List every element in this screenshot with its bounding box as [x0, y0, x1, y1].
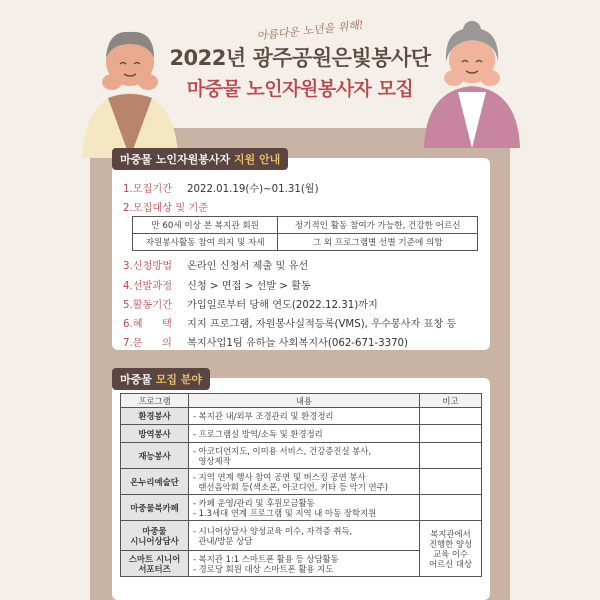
section-label-text: 마중물 노인자원봉사자 — [120, 153, 234, 166]
note-cell: 복지관에서 진행한 양성 교육 이수 어르신 대상 — [420, 521, 482, 577]
info-key: 2.모집대상 및 기준 — [123, 203, 209, 214]
program-cell: 스마트 시니어 서포터즈 — [121, 551, 189, 577]
info-key: 7.문 의 — [123, 338, 172, 349]
recruit-fields-table — [120, 393, 482, 577]
table-row — [121, 443, 482, 469]
info-value: 2022.01.19(수)~01.31(월) — [187, 184, 319, 195]
table-header-row — [121, 394, 482, 408]
table-row — [133, 217, 478, 234]
column-header: 내용 — [189, 394, 420, 408]
info-apply — [123, 257, 308, 272]
info-selection — [123, 277, 311, 292]
program-cell: 환경봉사 — [121, 408, 189, 425]
table-cell: 자원봉사활동 참여 의지 및 자세 — [133, 234, 278, 251]
desc-cell: - 아코디언지도, 이미용 서비스, 건강증진실 봉사, 영상제작 — [189, 443, 420, 469]
tagline: 아름다운 노년을 위해! — [256, 18, 364, 43]
info-duration — [123, 296, 378, 311]
program-cell: 온누리예술단 — [121, 469, 189, 495]
info-benefits — [123, 315, 456, 330]
criteria-table — [132, 216, 478, 251]
table-cell: 만 60세 이상 본 복지관 회원 — [133, 217, 278, 234]
desc-cell: - 복지관 1:1 스마트폰 활용 등 상담활동 - 경로당 회원 대상 스마트폰 활용 지도 — [189, 551, 420, 577]
section-label-fields — [112, 368, 210, 390]
info-value: 지지 프로그램, 자원봉사실적등록(VMS), 우수봉사자 표창 등 — [187, 319, 457, 330]
table-row — [121, 425, 482, 443]
desc-cell: - 카페 운영/관리 및 후원모금활동 - 1.3세대 연계 프로그램 및 지역 내 아동 장학지원 — [189, 495, 420, 521]
table-cell: 정기적인 활동 참여가 가능한, 건강한 어르신 — [278, 217, 478, 234]
info-key: 1.모집기간 — [123, 184, 173, 195]
program-cell: 재능봉사 — [121, 443, 189, 469]
info-key: 5.활동기간 — [123, 300, 173, 311]
section-label-highlight: 모집 분야 — [155, 373, 203, 386]
section-label-text: 마중물 — [120, 373, 156, 386]
note-cell — [420, 408, 482, 425]
program-cell: 마중물 시니어상담사 — [121, 521, 189, 551]
column-header: 비고 — [420, 394, 482, 408]
note-cell — [420, 469, 482, 495]
table-row — [133, 234, 478, 251]
desc-cell: - 프로그램실 방역/소독 및 환경정리 — [189, 425, 420, 443]
table-row — [121, 408, 482, 425]
info-contact — [123, 334, 408, 349]
table-row — [121, 469, 482, 495]
desc-cell: - 시니어상담사 양성교육 이수, 자격증 취득, 관내/방문 상담 — [189, 521, 420, 551]
note-cell — [420, 443, 482, 469]
info-key: 3.신청방법 — [123, 261, 173, 272]
note-cell — [420, 495, 482, 521]
program-cell: 마중물북카페 — [121, 495, 189, 521]
table-row — [121, 495, 482, 521]
info-period — [123, 180, 319, 195]
note-cell — [420, 425, 482, 443]
info-value: 복지사업1팀 유하늘 사회복지사(062-671-3370) — [187, 338, 409, 349]
desc-cell: - 지역 연계 행사 참여 공연 및 버스킹 공연 봉사 랜선음악회 등(색소폰, 아코디언, 키타 등 악기 연주) — [189, 469, 420, 495]
info-key: 6.혜 택 — [123, 319, 172, 330]
table-cell: 그 외 프로그램별 선별 기준에 의함 — [278, 234, 478, 251]
info-target — [123, 199, 208, 214]
program-cell: 방역봉사 — [121, 425, 189, 443]
title-line-2: 마중물 노인자원봉사자 모집 — [186, 78, 414, 100]
section-label-support — [112, 148, 288, 170]
title-line-1: 2022년 광주공원은빛봉사단 — [169, 46, 431, 70]
section-label-highlight: 지원 안내 — [233, 153, 281, 166]
info-value: 온라인 신청서 제출 및 유선 — [187, 261, 309, 272]
table-row — [121, 521, 482, 551]
info-value: 가입일로부터 당해 연도(2022.12.31)까지 — [187, 300, 378, 311]
desc-cell: - 복지관 내/외부 조경관리 및 환경정리 — [189, 408, 420, 425]
info-key: 4.선발과정 — [123, 281, 173, 292]
info-value: 신청 > 면접 > 선발 > 활동 — [187, 281, 311, 292]
column-header: 프로그램 — [121, 394, 189, 408]
